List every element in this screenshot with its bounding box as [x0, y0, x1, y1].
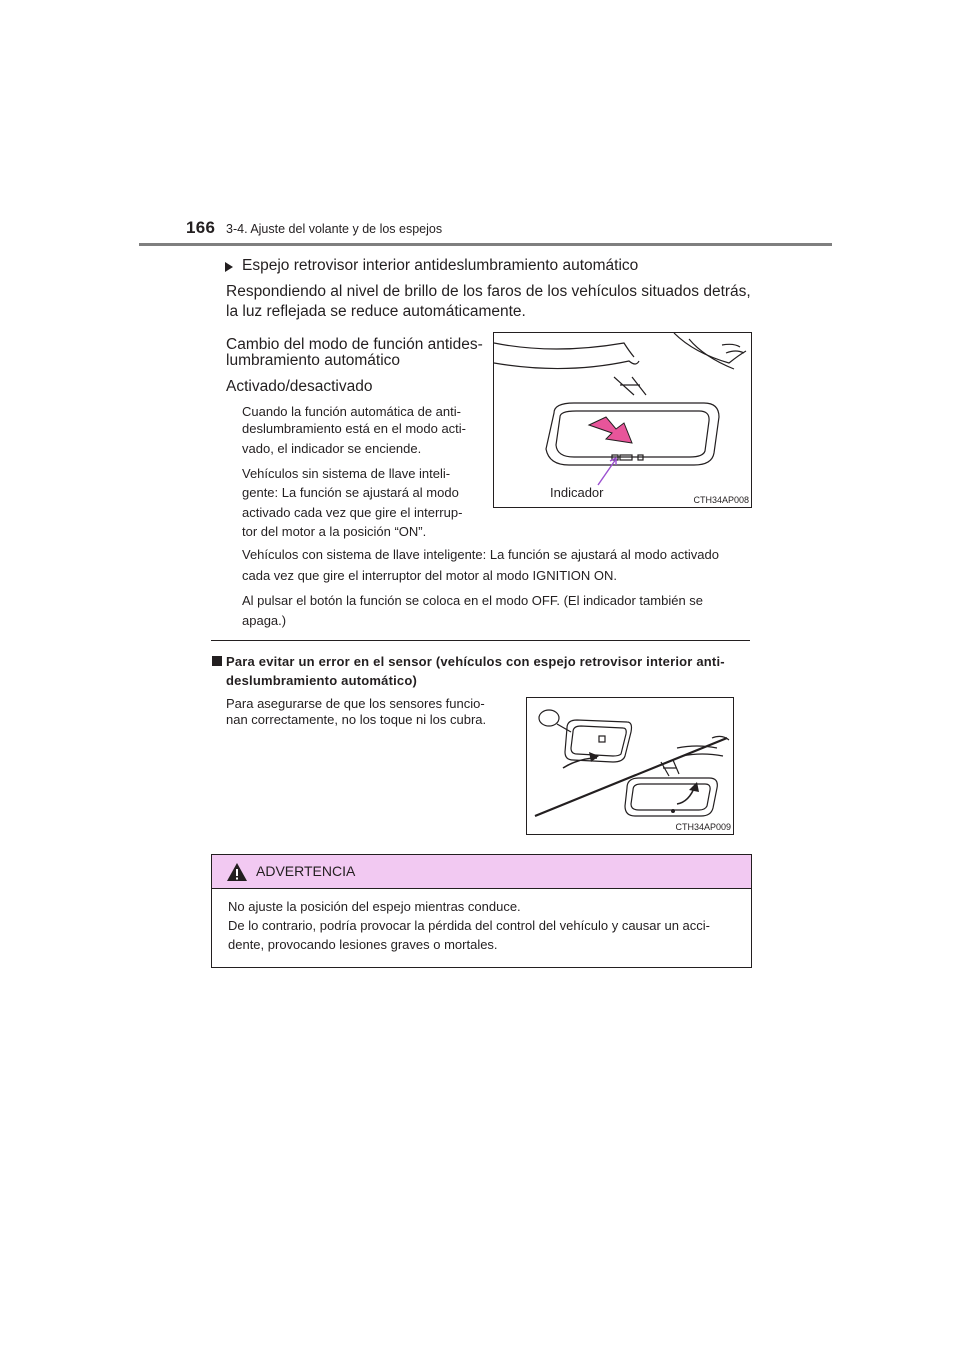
indicator-label: Indicador [550, 485, 604, 500]
warning-title: ADVERTENCIA [256, 863, 356, 879]
onoff-label: Activado/desactivado [226, 378, 373, 395]
section-divider [211, 640, 750, 641]
sensors-illustration [527, 698, 733, 834]
sensor-note-heading [226, 652, 751, 690]
paragraph-line: Cuando la función automática de anti- [242, 404, 461, 419]
paragraph-line: Al pulsar el botón la función se coloca en el modo OFF. (El indicador también se [242, 593, 704, 608]
warning-header [212, 855, 751, 889]
paragraph-line: deslumbramiento está en el modo acti- [242, 421, 467, 436]
warning-line: No ajuste la posición del espejo mientras conduce. [228, 899, 521, 914]
warning-text [228, 897, 743, 954]
triangle-bullet-icon [225, 262, 233, 272]
paragraph-line: Vehículos con sistema de llave inteligente: La función se ajustará al modo activado [242, 547, 719, 562]
figure-mirror-indicator [493, 332, 752, 508]
sensor-note-text: nan correctamente, no los toque ni los cubra. [226, 712, 487, 727]
paragraph-line: activado cada vez que gire el interrup- [242, 505, 463, 520]
feature-title: Espejo retrovisor interior antideslumbramiento automático [242, 257, 639, 274]
header-divider [139, 243, 832, 246]
mirror-illustration [494, 333, 751, 507]
warning-triangle-icon [226, 862, 248, 882]
square-bullet-icon [212, 656, 222, 666]
paragraph-line: Vehículos sin sistema de llave inteli- [242, 466, 451, 481]
mode-change-heading: lumbramiento automático [226, 352, 401, 369]
paragraph-line: apaga.) [242, 613, 287, 628]
mode-change-heading: Cambio del modo de función antides- [226, 336, 483, 353]
sensor-note-text: Para asegurarse de que los sensores funcio- [226, 696, 485, 711]
figure-code: CTH34AP008 [693, 495, 749, 505]
paragraph-line: cada vez que gire el interruptor del motor al modo IGNITION ON. [242, 568, 617, 583]
page-number: 166 [186, 218, 216, 237]
intro-line: la luz reflejada se reduce automáticamente. [226, 303, 526, 320]
heading-line: Para evitar un error en el sensor (vehículos con espejo retrovisor interior anti- [226, 654, 725, 669]
figure-sensors [526, 697, 734, 835]
section-title: 3-4. Ajuste del volante y de los espejos [226, 222, 443, 236]
heading-line: deslumbramiento automático) [226, 673, 418, 688]
figure-code: CTH34AP009 [675, 822, 731, 832]
warning-box [211, 854, 752, 968]
paragraph-line: vado, el indicador se enciende. [242, 441, 422, 456]
intro-line: Respondiendo al nivel de brillo de los faros de los vehículos situados detrás, [226, 283, 751, 300]
paragraph-line: tor del motor a la posición “ON”. [242, 524, 427, 539]
warning-line: De lo contrario, podría provocar la pérdida del control del vehículo y causar un acci- [228, 918, 710, 933]
paragraph-line: gente: La función se ajustará al modo [242, 485, 459, 500]
warning-line: dente, provocando lesiones graves o mortales. [228, 937, 498, 952]
